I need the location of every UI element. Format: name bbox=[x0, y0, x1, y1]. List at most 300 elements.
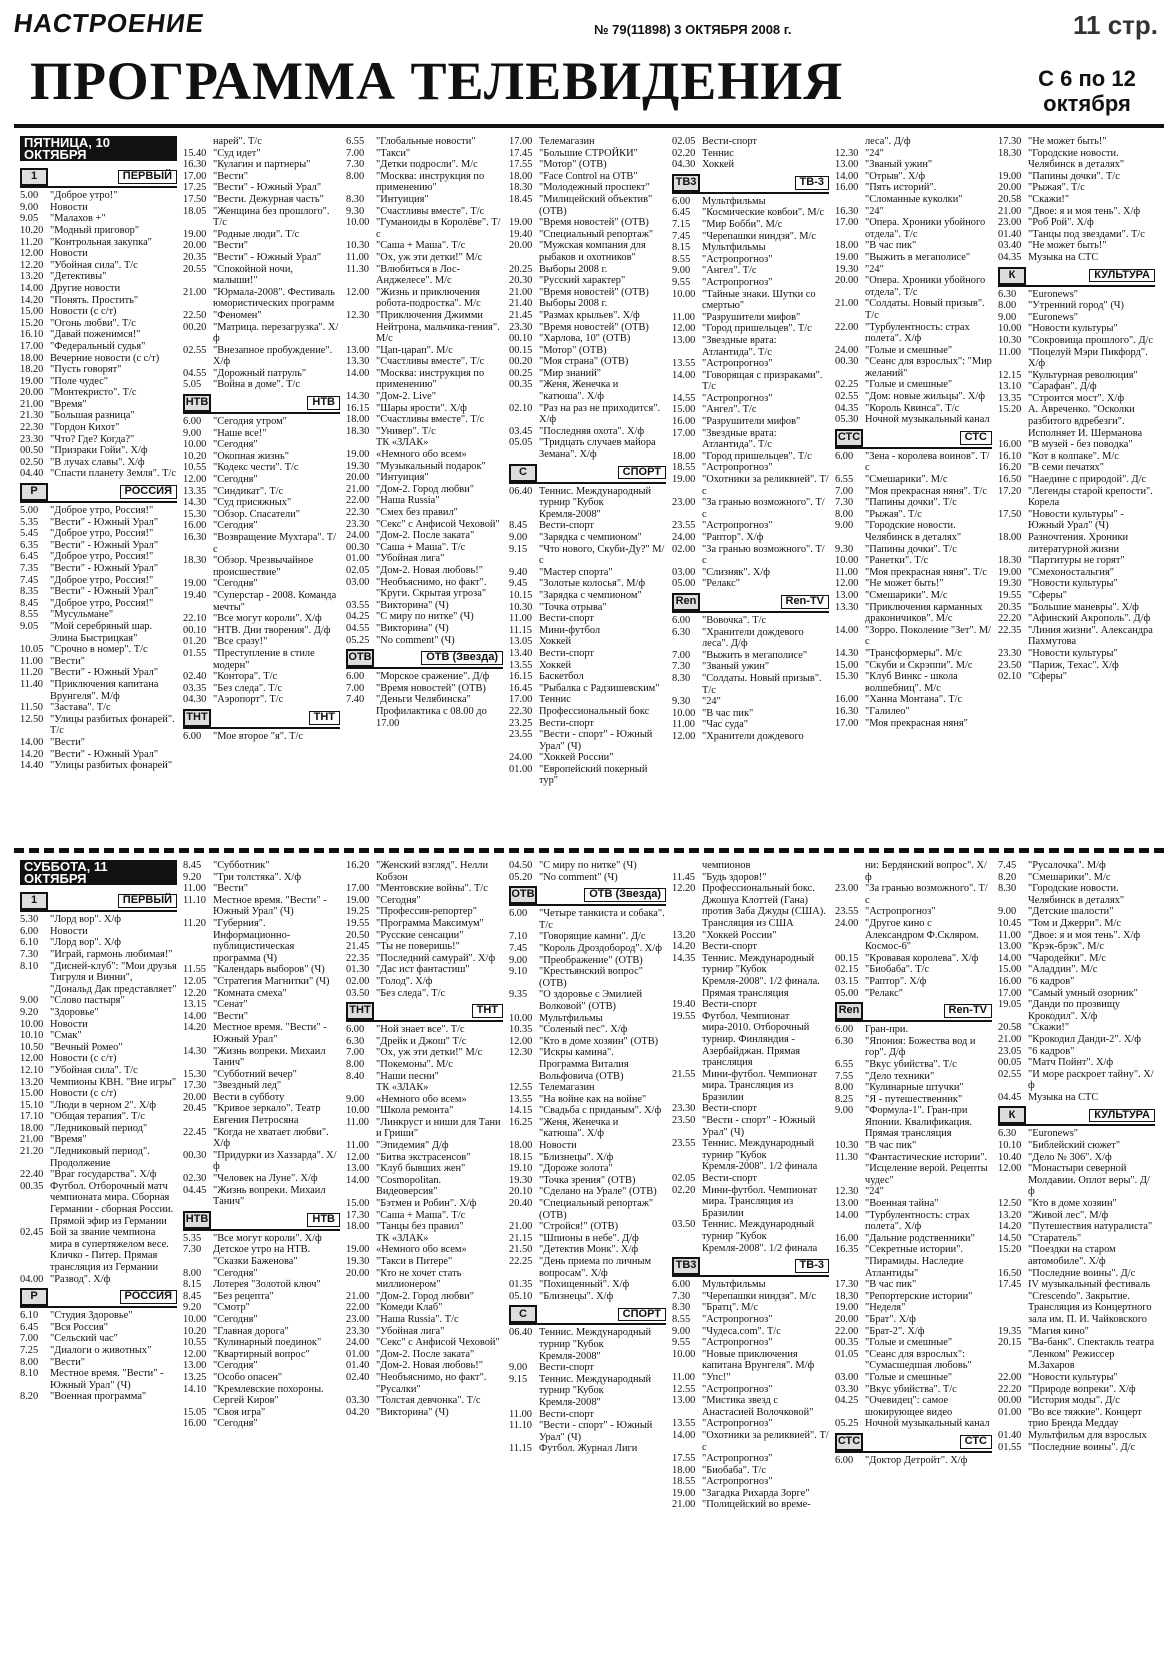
program-row bbox=[20, 1007, 177, 1019]
program-time: 16.00 bbox=[183, 1418, 207, 1430]
program-title: "Смотр" bbox=[213, 1302, 250, 1314]
program-row bbox=[183, 1185, 340, 1208]
program-row bbox=[672, 1488, 829, 1500]
program-title: "Здоровье" bbox=[50, 1006, 99, 1018]
program-time: 19.55 bbox=[672, 1010, 696, 1022]
program-row bbox=[20, 1227, 177, 1273]
program-time: 6.30 bbox=[998, 1128, 1017, 1140]
program-row bbox=[509, 217, 666, 229]
program-time: 16.00 bbox=[835, 694, 859, 706]
program-time: 20.00 bbox=[183, 1091, 207, 1103]
program-title: "Необъяснимо, но факт". "Русалки" bbox=[376, 1371, 487, 1395]
program-row bbox=[509, 322, 666, 334]
program-title: "Счастливы вместе". Т/с bbox=[376, 356, 485, 368]
program-time: 12.55 bbox=[509, 1082, 533, 1094]
program-row bbox=[835, 298, 992, 321]
program-title: "История моды". Д/с bbox=[1028, 1395, 1120, 1407]
program-title: "Голые и смешные" bbox=[865, 1371, 953, 1383]
program-row bbox=[183, 988, 340, 1000]
program-row bbox=[183, 1360, 340, 1372]
program-title: "Доброе утро, Россия!" bbox=[50, 574, 154, 586]
program-row bbox=[20, 702, 177, 714]
program-time: 20.35 bbox=[183, 251, 207, 263]
program-time: 21.00 bbox=[346, 483, 370, 495]
program-time: 21.45 bbox=[346, 941, 370, 953]
program-row bbox=[672, 872, 829, 884]
program-row bbox=[509, 1105, 666, 1117]
program-row bbox=[509, 298, 666, 310]
program-time: 04.50 bbox=[509, 860, 533, 871]
program-title: "Аэропорт". Т/с bbox=[213, 694, 284, 706]
program-title: "Кот в колпаке". М/с bbox=[1028, 450, 1119, 462]
program-row bbox=[20, 1019, 177, 1031]
program-title: "Ва-банк". Спектакль театра "Ленком" Режиссер М.Захаров bbox=[1028, 1337, 1155, 1372]
title-rule bbox=[14, 124, 1164, 128]
program-row bbox=[346, 356, 503, 368]
program-time: 02.00 bbox=[672, 543, 696, 555]
program-time: 21.00 bbox=[509, 286, 533, 298]
program-title: "За гранью возможного". Т/с bbox=[702, 497, 825, 520]
program-time: 21.15 bbox=[509, 1232, 533, 1244]
program-row bbox=[672, 627, 829, 650]
program-title: "Дороже золота" bbox=[539, 1163, 613, 1175]
program-row bbox=[346, 414, 503, 426]
program-time: 6.00 bbox=[835, 1024, 854, 1036]
program-title: "Говорящие камни". Д/с bbox=[539, 931, 646, 943]
program-title: "Женский взгляд". Нелли Кобзон bbox=[376, 860, 489, 883]
program-time: 03.00 bbox=[346, 576, 370, 588]
program-title: "Культурная революция" bbox=[1028, 369, 1138, 381]
program-row bbox=[998, 625, 1155, 648]
program-time: 12.20 bbox=[183, 987, 207, 999]
program-time: 7.35 bbox=[20, 563, 39, 574]
program-row bbox=[835, 976, 992, 988]
program-title: "Фантастические истории". "Исцеление верой. Рецепты чудес" bbox=[865, 1151, 988, 1186]
program-time: 19.30 bbox=[998, 578, 1022, 590]
program-row bbox=[835, 206, 992, 218]
program-row bbox=[20, 1100, 177, 1112]
program-time: 01.30 bbox=[346, 964, 370, 976]
program-time: 13.35 bbox=[183, 485, 207, 497]
program-time: 7.25 bbox=[20, 1344, 39, 1356]
program-title: "Астропрогноз" bbox=[702, 1383, 773, 1395]
program-title: "В музей - без поводка" bbox=[1028, 439, 1133, 451]
program-row bbox=[509, 403, 666, 426]
program-time: 6.45 bbox=[672, 207, 691, 219]
program-title: "Сенат" bbox=[213, 999, 248, 1011]
program-title: "Том и Джерри". М/с bbox=[1028, 917, 1122, 929]
program-row bbox=[509, 1221, 666, 1233]
program-title: "Вся Россия" bbox=[50, 1321, 108, 1333]
program-title: Вести-спорт bbox=[702, 941, 757, 953]
program-time: 14.00 bbox=[20, 282, 44, 294]
channel-logo-icon: С bbox=[509, 1305, 537, 1323]
program-row bbox=[835, 1244, 992, 1279]
program-title: "Жизнь вопреки. Михаил Танич" bbox=[213, 1045, 326, 1069]
program-time: 7.10 bbox=[509, 931, 528, 943]
program-time: 21.00 bbox=[835, 298, 859, 310]
program-row bbox=[183, 636, 340, 648]
program-time: 7.55 bbox=[835, 1070, 854, 1082]
program-time: 00.50 bbox=[20, 445, 44, 457]
program-title: "День приема по личным вопросам". Х/ф bbox=[539, 1256, 652, 1279]
program-row bbox=[672, 1314, 829, 1326]
program-row bbox=[998, 648, 1155, 660]
program-row bbox=[998, 462, 1155, 474]
program-time: 7.30 bbox=[346, 159, 365, 171]
program-title: "Призраки Гойи". Х/ф bbox=[50, 445, 148, 457]
program-time: 19.00 bbox=[20, 375, 44, 387]
program-title: "Придурки из Хаззарда". Х/ф bbox=[213, 1149, 337, 1173]
program-time: 14.00 bbox=[183, 1010, 207, 1022]
program-time: 10.00 bbox=[346, 1105, 370, 1117]
program-time: 13.00 bbox=[672, 334, 696, 346]
program-time: 13.40 bbox=[509, 647, 533, 659]
program-row bbox=[346, 264, 503, 287]
program-row bbox=[346, 426, 503, 438]
program-row bbox=[998, 613, 1155, 625]
program-title: "Вести" - Южный Урал" bbox=[50, 586, 159, 598]
channel-logo-icon: НТВ bbox=[183, 1211, 211, 1229]
program-time: 00.00 bbox=[998, 1395, 1022, 1407]
program-time: 11.00 bbox=[672, 311, 695, 323]
program-row bbox=[183, 1244, 340, 1267]
program-time: 9.10 bbox=[509, 966, 528, 978]
program-title: "Формула-1". Гран-при Японии. Квалификация. Прямая трансляция bbox=[865, 1105, 973, 1140]
program-time: 11.30 bbox=[835, 1151, 858, 1163]
program-row bbox=[346, 495, 503, 507]
program-title: "В час пик" bbox=[702, 707, 754, 719]
program-time: 16.00 bbox=[998, 439, 1022, 451]
channel-header bbox=[835, 1002, 992, 1022]
program-row bbox=[183, 379, 340, 391]
program-title: "Голод". Х/ф bbox=[376, 975, 433, 987]
program-row bbox=[509, 613, 666, 625]
program-time: 14.30 bbox=[183, 1045, 207, 1057]
schedule-column bbox=[346, 136, 509, 842]
program-row bbox=[183, 613, 340, 625]
program-time: 8.30 bbox=[672, 1302, 691, 1314]
program-row bbox=[346, 1268, 503, 1291]
program-row bbox=[346, 345, 503, 357]
program-row bbox=[998, 1163, 1155, 1198]
program-title: "Такси" bbox=[376, 147, 411, 159]
program-time: 20.40 bbox=[509, 1198, 533, 1210]
program-title: "Матрица. перезагрузка". Х/ф bbox=[213, 321, 339, 345]
program-title: "Новости культуры" bbox=[1028, 323, 1118, 335]
program-time: 13.00 bbox=[346, 1163, 370, 1175]
program-time: 8.00 bbox=[183, 1267, 202, 1279]
program-row bbox=[20, 295, 177, 307]
program-row bbox=[509, 1036, 666, 1048]
program-row bbox=[509, 136, 666, 148]
schedule-column bbox=[509, 136, 672, 842]
program-title: Баскетбол bbox=[539, 671, 584, 683]
program-row bbox=[835, 567, 992, 579]
program-row bbox=[183, 206, 340, 229]
program-time: 8.30 bbox=[672, 672, 691, 684]
program-title: "Звездные врата: Атлантида". Т/с bbox=[702, 427, 777, 451]
program-title: "Дрейк и Джош" Т/с bbox=[376, 1035, 467, 1047]
program-time: 04.40 bbox=[20, 468, 44, 480]
program-time: 20.00 bbox=[835, 275, 859, 287]
program-title: "Званый ужин" bbox=[702, 661, 770, 673]
program-row bbox=[672, 661, 829, 673]
schedule-column bbox=[998, 136, 1161, 842]
program-title: "Япония: Божества вод и гор". Д/ф bbox=[865, 1035, 976, 1059]
program-title: "Секретные истории". "Пирамиды. Наследие Атлантиды" bbox=[865, 1244, 964, 1279]
program-row bbox=[509, 1024, 666, 1036]
program-row bbox=[20, 225, 177, 237]
program-title: "Доброе утро, Россия!" bbox=[50, 505, 154, 517]
program-time: 8.40 bbox=[346, 1070, 365, 1082]
program-time: 17.00 bbox=[835, 217, 859, 229]
program-time: 20.10 bbox=[509, 1186, 533, 1198]
program-time: 02.05 bbox=[672, 1173, 696, 1185]
program-time: 22.35 bbox=[346, 952, 370, 964]
program-time: 14.20 bbox=[20, 748, 44, 760]
program-time: 15.20 bbox=[998, 404, 1022, 416]
program-row bbox=[183, 1302, 340, 1314]
program-time: 8.00 bbox=[998, 300, 1017, 312]
channel-logo-icon: ОТВ bbox=[346, 649, 374, 667]
program-time: 19.40 bbox=[183, 589, 207, 601]
program-title: "Золотые колосья". М/ф bbox=[539, 578, 646, 590]
program-row bbox=[20, 621, 177, 644]
program-row bbox=[183, 368, 340, 380]
channel-name: ТНТ bbox=[309, 711, 340, 725]
program-title: "Близнецы". Х/ф bbox=[539, 1151, 614, 1163]
program-time: 19.55 bbox=[998, 589, 1022, 601]
program-time: 15.20 bbox=[998, 1244, 1022, 1256]
channel-header bbox=[998, 267, 1155, 287]
program-row bbox=[20, 575, 177, 587]
program-time: 21.00 bbox=[20, 1134, 44, 1146]
program-title: Теннис. Международный турнир "Кубок Кремля-2008". 1/2 финала. Прямая трансляция bbox=[702, 952, 820, 999]
program-row bbox=[509, 1175, 666, 1187]
program-row bbox=[346, 600, 503, 612]
channel-logo-icon: Ren bbox=[835, 1002, 863, 1020]
program-title: "Линкруст и ниши для Тани и Гриши" bbox=[376, 1116, 501, 1140]
program-time: 02.55 bbox=[183, 344, 207, 356]
program-row bbox=[346, 988, 503, 1000]
program-time: 02.40 bbox=[183, 671, 207, 683]
program-row bbox=[20, 926, 177, 938]
program-title: Футбол. Чемпионат мира-2010. Отборочный турнир. Финляндия - Азербайджан. Прямая трансляция bbox=[702, 1010, 810, 1069]
program-row bbox=[509, 1082, 666, 1094]
program-time: 8.00 bbox=[835, 508, 854, 520]
program-title: "Враг государства". Х/ф bbox=[50, 1169, 157, 1181]
program-row bbox=[672, 1465, 829, 1477]
program-title: Другие новости bbox=[50, 282, 121, 294]
program-title: "Мусульмане" bbox=[50, 609, 114, 621]
program-row bbox=[835, 322, 992, 345]
program-title: "Универ". Т/с bbox=[376, 425, 436, 437]
program-time: 20.00 bbox=[835, 1313, 859, 1325]
program-row bbox=[20, 410, 177, 422]
channel-header bbox=[20, 483, 177, 503]
program-title: "Родные люди". Т/с bbox=[213, 228, 300, 240]
program-row bbox=[509, 1279, 666, 1291]
program-title: "Кодекс чести". Т/с bbox=[213, 462, 299, 474]
program-title: "Комеди Клаб" bbox=[376, 1302, 443, 1314]
program-row bbox=[998, 1057, 1155, 1069]
program-time: 04.20 bbox=[346, 1406, 370, 1418]
channel-logo-icon: 1 bbox=[20, 168, 48, 186]
program-time: 13.00 bbox=[998, 941, 1022, 953]
program-row bbox=[346, 240, 503, 252]
program-time: 19.00 bbox=[509, 217, 533, 229]
program-row bbox=[346, 1360, 503, 1372]
program-title: Новости (с с/т) bbox=[50, 1088, 117, 1100]
program-title: "Гуманоиды в Королёве". Т/с bbox=[376, 217, 501, 240]
program-title: "Новости культуры" bbox=[1028, 578, 1118, 590]
program-time: 13.20 bbox=[20, 1076, 44, 1088]
program-title: "Последняя охота". Х/ф bbox=[539, 425, 645, 437]
program-time: 00.15 bbox=[509, 344, 533, 356]
program-title: "Релакс" bbox=[865, 987, 903, 999]
program-title: "Глобальные новости" bbox=[376, 136, 476, 147]
program-time: 11.55 bbox=[183, 964, 206, 976]
program-title: "Ох, уж эти детки!" М/с bbox=[376, 1047, 483, 1059]
channel-name: СТС bbox=[960, 431, 992, 445]
program-row bbox=[346, 449, 503, 461]
program-time: 19.40 bbox=[509, 228, 533, 240]
program-title: "Приключения Джимми Нейтрона, мальчика-гения". М/с bbox=[376, 309, 500, 345]
program-row bbox=[672, 312, 829, 324]
program-row bbox=[20, 667, 177, 679]
program-title: "Роб Рой". Х/ф bbox=[1028, 217, 1094, 229]
program-row bbox=[20, 202, 177, 214]
program-title: Теннис. Международный турнир "Кубок Кремля-2008" bbox=[539, 485, 652, 520]
program-row bbox=[672, 1011, 829, 1069]
program-row bbox=[183, 1384, 340, 1407]
program-title: "Вести" - Южный Урал" bbox=[50, 748, 159, 760]
program-row bbox=[20, 1042, 177, 1054]
program-time: 13.00 bbox=[835, 159, 859, 171]
program-time: 6.55 bbox=[835, 1058, 854, 1070]
program-title: "Дело техники" bbox=[865, 1070, 935, 1082]
program-row bbox=[183, 918, 340, 964]
program-title: "За гранью возможного". Т/с bbox=[865, 883, 988, 906]
program-row bbox=[183, 976, 340, 988]
program-time: 12.10 bbox=[20, 1064, 44, 1076]
program-row bbox=[346, 577, 503, 600]
program-time: 11.00 bbox=[835, 566, 858, 578]
program-time: 18.00 bbox=[509, 1140, 533, 1152]
program-title: "Мастер спорта" bbox=[539, 566, 613, 578]
program-time: 15.30 bbox=[835, 671, 859, 683]
program-time: 13.15 bbox=[183, 999, 207, 1011]
program-time: 19.10 bbox=[509, 1163, 533, 1175]
program-time: 00.30 bbox=[183, 1149, 207, 1161]
program-title: "Дальние родственники" bbox=[865, 1232, 975, 1244]
program-row bbox=[183, 883, 340, 895]
program-time: 22.45 bbox=[183, 1126, 207, 1138]
program-title: "Убойная лига" bbox=[376, 553, 445, 565]
program-row bbox=[835, 1372, 992, 1384]
program-row bbox=[183, 428, 340, 440]
program-title: "Город пришельцев". Т/с bbox=[702, 323, 812, 335]
program-row bbox=[998, 999, 1155, 1022]
program-title: "Моя прекрасная няня". Т/с bbox=[865, 485, 987, 497]
schedule-column bbox=[20, 136, 183, 842]
program-row bbox=[20, 760, 177, 772]
channel-logo-icon: ТВ3 bbox=[672, 174, 700, 192]
program-time: 05.25 bbox=[835, 1418, 859, 1430]
program-time: 12.30 bbox=[835, 1186, 859, 1198]
program-title: Мультфильм для взрослых bbox=[1028, 1429, 1147, 1441]
program-time: 15.00 bbox=[672, 404, 696, 416]
program-time: 00.10 bbox=[183, 624, 207, 636]
program-row bbox=[835, 1279, 992, 1291]
program-row bbox=[672, 1476, 829, 1488]
program-row bbox=[183, 1418, 340, 1430]
program-row bbox=[183, 1337, 340, 1349]
day-heading: СУББОТА, 11 ОКТЯБРЯ bbox=[20, 860, 177, 885]
program-title: "Монтекристо". Т/с bbox=[50, 387, 137, 399]
program-row bbox=[346, 530, 503, 542]
program-title: "Гордон Кихот" bbox=[50, 422, 120, 434]
program-title: Хоккей bbox=[539, 636, 572, 648]
program-time: 19.00 bbox=[835, 251, 859, 263]
program-row bbox=[998, 1210, 1155, 1222]
program-row bbox=[998, 393, 1155, 405]
program-row bbox=[509, 426, 666, 438]
program-row bbox=[998, 474, 1155, 486]
program-title: "Молодежный проспект" bbox=[539, 182, 650, 194]
channel-header bbox=[998, 1106, 1155, 1126]
program-time: 19.35 bbox=[998, 1325, 1022, 1337]
channel-logo-icon: ТВ3 bbox=[672, 1257, 700, 1275]
program-row bbox=[346, 507, 503, 519]
program-time: 17.50 bbox=[998, 508, 1022, 520]
program-title: "Обзор. Чрезвычайное происшествие" bbox=[213, 555, 314, 578]
program-title: "Линия жизни". Александра Пахмутова bbox=[1028, 624, 1153, 648]
program-row bbox=[998, 1337, 1155, 1372]
program-title: Чемпионы КВН. "Вне игры" bbox=[50, 1076, 177, 1088]
program-row bbox=[998, 578, 1155, 590]
program-title: "Профессия-репортер" bbox=[376, 906, 477, 918]
program-title: "Выжить в мегаполисе" bbox=[702, 649, 808, 661]
program-title: "Хранители дождевого bbox=[702, 730, 804, 742]
program-title: ТК «ЗЛАК» bbox=[376, 437, 429, 449]
program-title: "Разрушители мифов" bbox=[702, 416, 801, 428]
program-row bbox=[183, 532, 340, 555]
program-time: 11.00 bbox=[346, 1140, 369, 1152]
program-title: "Репортерские истории" bbox=[865, 1290, 973, 1302]
program-title: "Своя игра" bbox=[213, 1406, 266, 1418]
program-title: "Три толстяка". Х/ф bbox=[213, 871, 302, 883]
program-title: "Детские шалости" bbox=[1028, 906, 1114, 918]
program-title: "Вести - спорт" - Южный Урал" (Ч) bbox=[702, 1115, 816, 1138]
program-time bbox=[346, 1082, 376, 1094]
program-time: 9.30 bbox=[672, 696, 691, 708]
program-time: 17.50 bbox=[183, 193, 207, 205]
program-row bbox=[20, 540, 177, 552]
program-row bbox=[183, 625, 340, 637]
program-time: 5.00 bbox=[20, 505, 39, 517]
program-time: 13.30 bbox=[346, 356, 370, 368]
program-title: "Поцелуй Мэри Пикфорд". Х/ф bbox=[1028, 346, 1148, 370]
program-row bbox=[346, 1163, 503, 1175]
program-time: 13.00 bbox=[672, 1395, 696, 1407]
program-row bbox=[672, 136, 829, 148]
program-time: 00.10 bbox=[509, 333, 533, 345]
program-time: 8.55 bbox=[20, 609, 39, 621]
program-row bbox=[998, 312, 1155, 324]
program-time: 6.00 bbox=[346, 1024, 365, 1036]
